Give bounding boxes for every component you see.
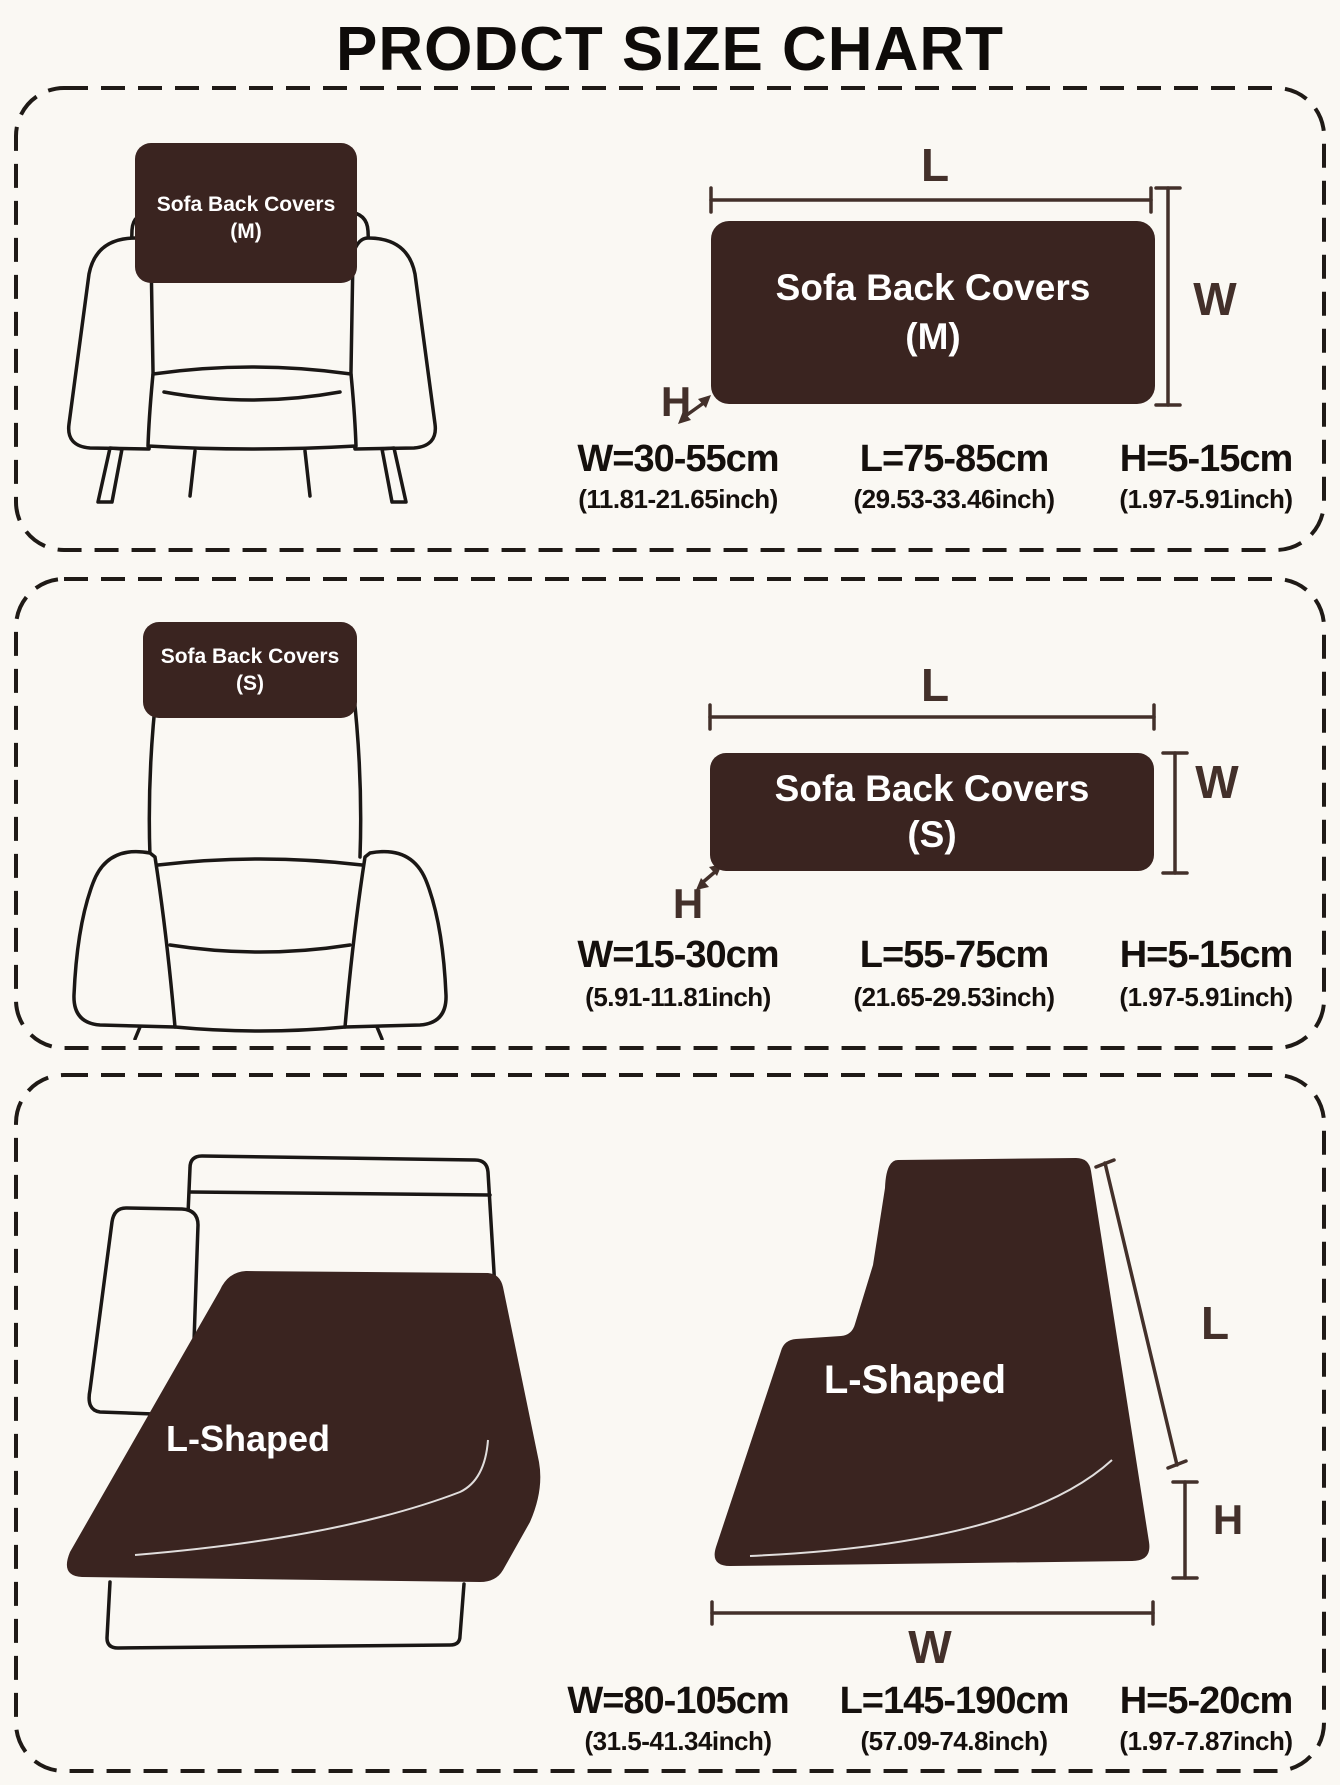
measurement-w-inch-s: (5.91-11.81inch) bbox=[585, 982, 771, 1012]
dim-label-w-m: W bbox=[1193, 273, 1237, 325]
sofa-back-cover-s-on-chair bbox=[143, 622, 357, 718]
measurement-l-cm-m: L=75-85cm bbox=[859, 438, 1049, 480]
page-title: PRODCT SIZE CHART bbox=[336, 15, 1004, 84]
measurement-w-inch-m: (11.81-21.65inch) bbox=[578, 484, 778, 514]
measurement-h-cm-lshaped: H=5-20cm bbox=[1119, 1680, 1293, 1722]
dim-label-w-s: W bbox=[1195, 756, 1239, 808]
measurement-h-inch-lshaped: (1.97-7.87inch) bbox=[1119, 1726, 1293, 1756]
dim-label-h-m: H bbox=[660, 378, 692, 425]
size-diagram-m bbox=[711, 221, 1155, 404]
measurement-w-cm-s: W=15-30cm bbox=[577, 934, 779, 976]
dim-label-w-lshaped: W bbox=[908, 1621, 952, 1673]
dim-label-h-lshaped: H bbox=[1212, 1496, 1244, 1543]
measurement-w-cm-lshaped: W=80-105cm bbox=[567, 1680, 789, 1722]
l-shaped-sofa-illustration bbox=[30, 1140, 590, 1665]
measurement-h-cm-m: H=5-15cm bbox=[1119, 438, 1293, 480]
measurement-h-cm-s: H=5-15cm bbox=[1119, 934, 1293, 976]
measurement-l-cm-s: L=55-75cm bbox=[859, 934, 1049, 976]
measurement-l-inch-lshaped: (57.09-74.8inch) bbox=[860, 1726, 1048, 1756]
measurement-h-inch-m: (1.97-5.91inch) bbox=[1119, 484, 1293, 514]
size-diagram-s bbox=[710, 753, 1154, 871]
sofa-back-cover-m-on-chair bbox=[135, 143, 357, 283]
diagram-s-label-line1: Sofa Back Covers bbox=[774, 767, 1090, 809]
dim-label-l-lshaped: L bbox=[1200, 1297, 1230, 1349]
cover-m-label-line1: Sofa Back Covers bbox=[156, 192, 336, 216]
measurement-l-inch-s: (21.65-29.53inch) bbox=[853, 982, 1055, 1012]
l-shaped-cover-label: L-Shaped bbox=[165, 1418, 330, 1459]
dim-label-l-m: L bbox=[920, 139, 950, 191]
dim-label-l-s: L bbox=[920, 659, 950, 711]
measurement-l-inch-m: (29.53-33.46inch) bbox=[853, 484, 1055, 514]
diagram-m-label-line1: Sofa Back Covers bbox=[775, 267, 1091, 309]
cover-s-label-line2: (S) bbox=[236, 672, 264, 695]
cover-m-label-line2: (M) bbox=[230, 220, 262, 243]
diagram-s-label-line2: (S) bbox=[907, 814, 957, 855]
measurement-w-cm-m: W=30-55cm bbox=[577, 438, 779, 480]
cover-s-label-line1: Sofa Back Covers bbox=[160, 644, 340, 668]
diagram-m-label-line2: (M) bbox=[905, 315, 961, 357]
measurement-h-inch-s: (1.97-5.91inch) bbox=[1119, 982, 1293, 1012]
measurement-l-cm-lshaped: L=145-190cm bbox=[839, 1680, 1069, 1722]
l-shaped-diagram-label: L-Shaped bbox=[823, 1358, 1007, 1402]
measurement-w-inch-lshaped: (31.5-41.34inch) bbox=[584, 1726, 772, 1756]
dim-label-h-s: H bbox=[672, 880, 704, 927]
